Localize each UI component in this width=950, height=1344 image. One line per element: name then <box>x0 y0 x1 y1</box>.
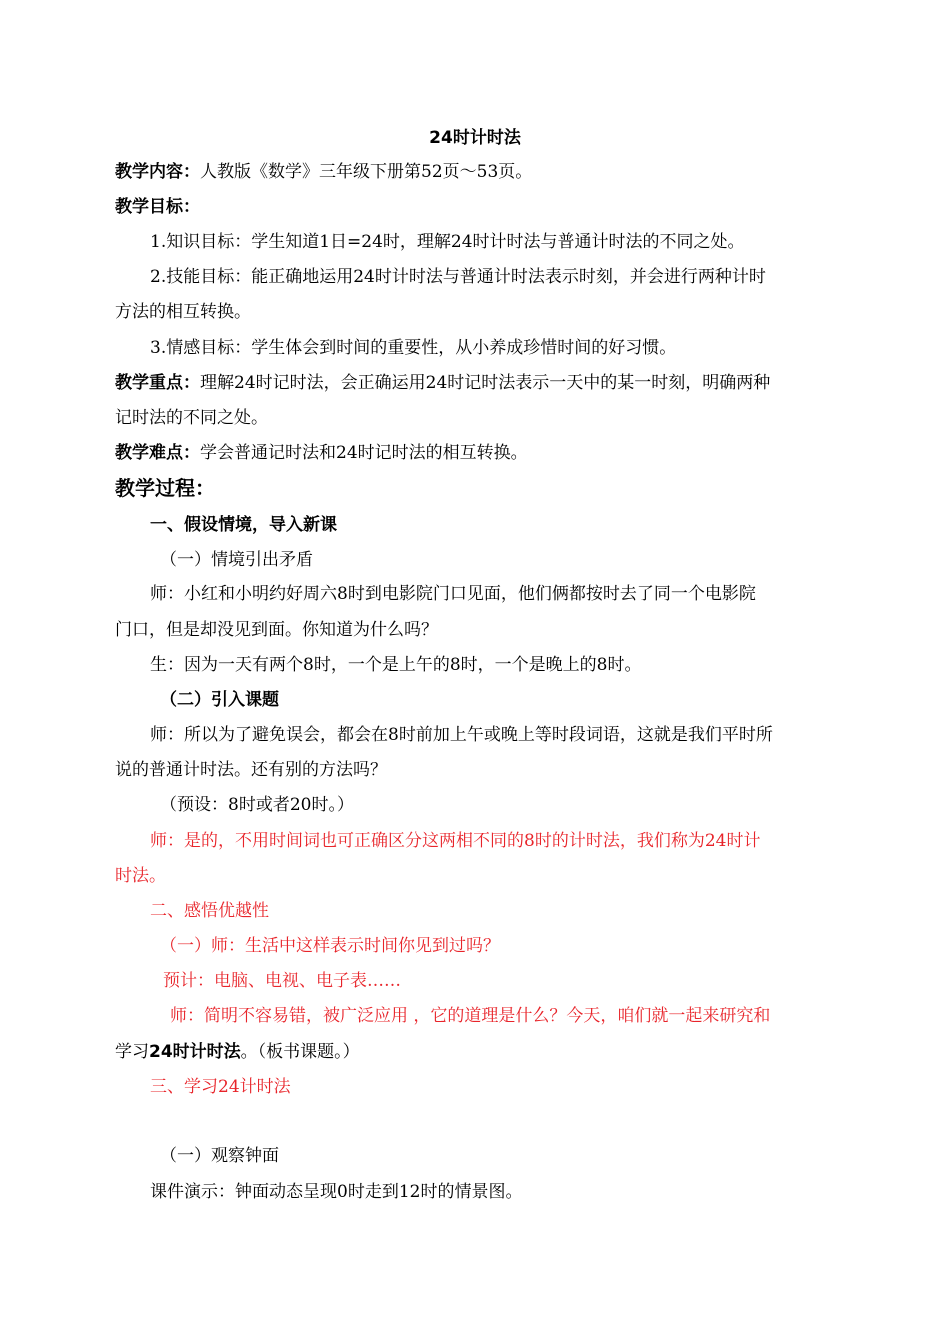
section2-para3-red: 师：简明不容易错，被广泛应用 ，它的道理是什么？今天，咱们就一起来研究和 <box>170 1006 771 1026</box>
section3-para1: 课件演示：钟面动态呈现0时走到12时的情景图。 <box>150 1182 523 1202</box>
section1-sub1: （一）情境引出矛盾 <box>160 550 313 570</box>
teaching-content-text: 人教版《数学》三年级下册第52页～53页。 <box>200 162 533 182</box>
section2-para1: （一）师：生活中这样表示时间你见到过吗？ <box>160 936 500 956</box>
teaching-key-text: 理解24时记时法，会正确运用24时记时法表示一天中的某一时刻，明确两种 <box>200 373 771 393</box>
section2-para2: 预计：电脑、电视、电子表…… <box>163 971 401 991</box>
document-title: 24时计时法 <box>429 128 521 148</box>
section2-para3-line2 <box>115 1040 840 1066</box>
section2-para3-bold: 24时计时法 <box>149 1042 241 1062</box>
section1-para5-line2: 时法。 <box>115 866 166 886</box>
goal-emotion: 3.情感目标：学生体会到时间的重要性，从小养成珍惜时间的好习惯。 <box>150 338 677 358</box>
section2-para3-post: 。（板书课题。） <box>240 1042 360 1062</box>
teaching-content <box>115 160 840 186</box>
section1-para2: 生：因为一天有两个8时，一个是上午的8时，一个是晚上的8时。 <box>150 655 642 675</box>
section2-para3-line1 <box>170 1004 895 1030</box>
teaching-process-label: 教学过程： <box>115 476 215 500</box>
goal-knowledge: 1.知识目标：学生知道1日=24时，理解24时计时法与普通计时法的不同之处。 <box>150 232 745 252</box>
teaching-key-line1 <box>115 371 840 397</box>
section3-heading: 三、学习24计时法 <box>150 1077 291 1097</box>
teaching-difficulty-text: 学会普通记时法和24时记时法的相互转换。 <box>200 443 528 463</box>
teaching-difficulty <box>115 441 840 467</box>
section3-sub1: （一）观察钟面 <box>160 1146 279 1166</box>
teaching-difficulty-label: 教学难点： <box>115 443 200 463</box>
teaching-content-label: 教学内容： <box>115 162 200 182</box>
goal-skill-line2: 方法的相互转换。 <box>115 302 251 322</box>
section1-para5-line1: 师：是的，不用时间词也可正确区分这两相不同的8时的计时法，我们称为24时计 <box>150 831 761 851</box>
teaching-key-line2: 记时法的不同之处。 <box>115 408 268 428</box>
section1-para3-line2: 说的普通计时法。还有别的方法吗？ <box>115 760 387 780</box>
section1-para1-line1: 师：小红和小明约好周六8时到电影院门口见面，他们俩都按时去了同一个电影院 <box>150 584 756 604</box>
section1-sub2: （二）引入课题 <box>160 690 279 710</box>
section1-para1-line2: 门口，但是却没见到面。你知道为什么吗？ <box>115 620 438 640</box>
section2-heading: 二、感悟优越性 <box>150 901 269 921</box>
section1-para3-line1: 师：所以为了避免误会，都会在8时前加上午或晚上等时段词语，这就是我们平时所 <box>150 725 773 745</box>
section1-heading: 一、假设情境，导入新课 <box>150 515 337 535</box>
goal-skill-line1: 2.技能目标：能正确地运用24时计时法与普通计时法表示时刻，并会进行两种计时 <box>150 267 766 287</box>
teaching-key-label: 教学重点： <box>115 373 200 393</box>
teaching-goals-label: 教学目标： <box>115 197 200 217</box>
section2-para3-pre: 学习 <box>115 1042 149 1062</box>
section1-para4: （预设：8时或者20时。） <box>160 795 354 815</box>
